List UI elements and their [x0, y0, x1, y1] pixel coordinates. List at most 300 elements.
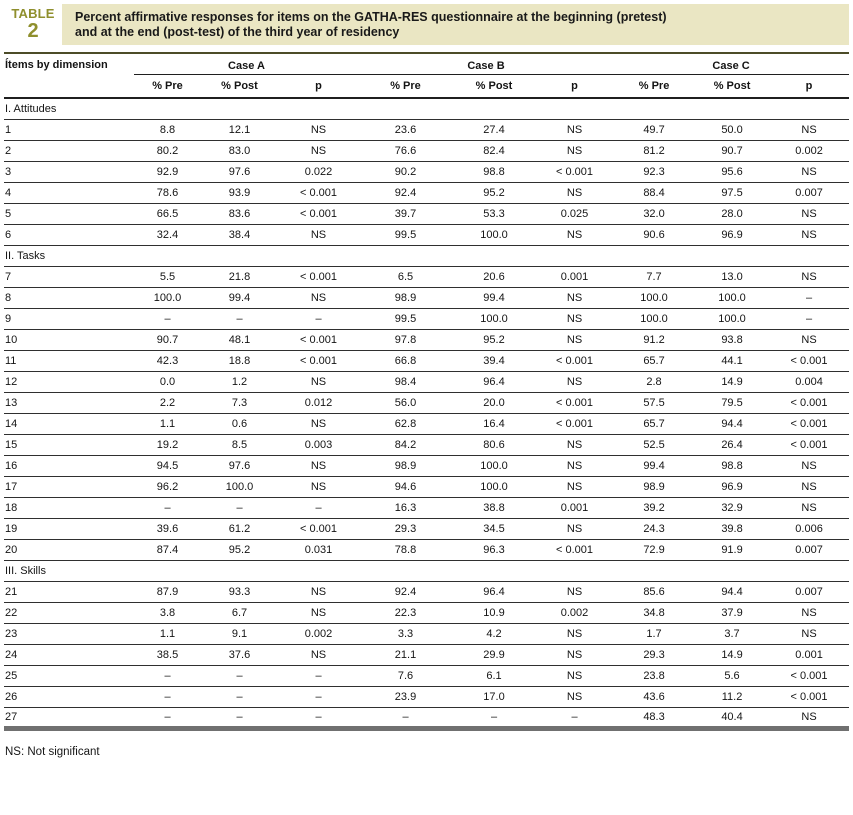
value-cell: 66.8 [359, 350, 452, 371]
value-cell: 0.003 [278, 434, 359, 455]
table-row [4, 308, 849, 329]
value-cell: – [278, 497, 359, 518]
case-b-pre-header: % Pre [359, 74, 452, 98]
value-cell: NS [801, 710, 817, 723]
value-cell: 5.5 [134, 266, 201, 287]
value-cell: – [769, 308, 849, 329]
value-cell: 78.8 [359, 539, 452, 560]
value-cell: 0.007 [769, 182, 849, 203]
value-cell: 3.3 [359, 623, 452, 644]
value-cell: NS [536, 182, 613, 203]
value-cell: 5.6 [695, 665, 769, 686]
table-row [4, 581, 849, 602]
value-cell: 24.3 [613, 518, 695, 539]
value-cell: – [236, 710, 243, 723]
value-cell: < 0.001 [769, 350, 849, 371]
value-cell: 37.6 [201, 644, 278, 665]
item-number: 6 [4, 224, 134, 245]
value-cell: 8.8 [134, 119, 201, 140]
item-number: 4 [4, 182, 134, 203]
case-b-post-header: % Post [452, 74, 536, 98]
item-number: 12 [4, 371, 134, 392]
value-cell: 100.0 [613, 287, 695, 308]
case-c-post-header: % Post [695, 74, 769, 98]
item-number: 20 [4, 539, 134, 560]
value-cell: 1.1 [134, 623, 201, 644]
value-cell: 27.4 [452, 119, 536, 140]
value-cell: 98.8 [452, 161, 536, 182]
value-cell: 0.007 [769, 539, 849, 560]
value-cell: NS [769, 455, 849, 476]
table-label: TABLE [11, 6, 55, 21]
value-cell: NS [278, 476, 359, 497]
value-cell: NS [769, 476, 849, 497]
value-cell: 65.7 [613, 350, 695, 371]
value-cell: 0.006 [769, 518, 849, 539]
value-cell: 99.5 [359, 308, 452, 329]
table-header-band [4, 4, 849, 45]
table-row [4, 140, 849, 161]
table-row [4, 392, 849, 413]
table-row [4, 476, 849, 497]
value-cell: NS [769, 623, 849, 644]
table-row [4, 182, 849, 203]
value-cell: – [201, 308, 278, 329]
value-cell: 26.4 [695, 434, 769, 455]
value-cell: 7.6 [359, 665, 452, 686]
value-cell: 38.4 [201, 224, 278, 245]
value-cell: 61.2 [201, 518, 278, 539]
value-cell: – [134, 308, 201, 329]
value-cell: 99.4 [201, 287, 278, 308]
value-cell: 28.0 [695, 203, 769, 224]
value-cell: NS [769, 266, 849, 287]
value-cell: 3.7 [695, 623, 769, 644]
value-cell: < 0.001 [536, 392, 613, 413]
value-cell: 92.4 [359, 581, 452, 602]
value-cell: 92.4 [359, 182, 452, 203]
value-cell: 100.0 [452, 308, 536, 329]
value-cell: NS [769, 119, 849, 140]
value-cell: NS [536, 686, 613, 707]
value-cell: NS [769, 203, 849, 224]
value-cell: < 0.001 [769, 686, 849, 707]
value-cell: 34.5 [452, 518, 536, 539]
value-cell: 1.7 [613, 623, 695, 644]
table-row [4, 455, 849, 476]
value-cell: NS [278, 287, 359, 308]
value-cell: 0.004 [769, 371, 849, 392]
value-cell: 85.6 [613, 581, 695, 602]
value-cell: < 0.001 [278, 182, 359, 203]
value-cell: 80.2 [134, 140, 201, 161]
item-number: 27 [5, 710, 18, 723]
value-cell: 0.0 [134, 371, 201, 392]
value-cell: 92.3 [613, 161, 695, 182]
value-cell: 97.6 [201, 455, 278, 476]
value-cell: NS [278, 413, 359, 434]
value-cell: 94.4 [695, 413, 769, 434]
value-cell: 29.9 [452, 644, 536, 665]
value-cell: 6.5 [359, 266, 452, 287]
table-row [4, 665, 849, 686]
value-cell: 91.2 [613, 329, 695, 350]
value-cell: 0.002 [536, 602, 613, 623]
value-cell: 100.0 [452, 476, 536, 497]
value-cell: 0.001 [536, 497, 613, 518]
table-row [4, 497, 849, 518]
table-row [4, 161, 849, 182]
value-cell: NS [536, 434, 613, 455]
value-cell: 29.3 [613, 644, 695, 665]
item-number: 1 [4, 119, 134, 140]
value-cell: 21.1 [359, 644, 452, 665]
value-cell: NS [536, 224, 613, 245]
value-cell: 22.3 [359, 602, 452, 623]
value-cell: 32.4 [134, 224, 201, 245]
value-cell: 6.7 [201, 602, 278, 623]
item-number: 25 [4, 665, 134, 686]
value-cell: 81.2 [613, 140, 695, 161]
table-row [4, 371, 849, 392]
item-number: 2 [4, 140, 134, 161]
section-label: I. Attitudes [4, 98, 849, 119]
value-cell: 97.5 [695, 182, 769, 203]
value-cell: NS [536, 623, 613, 644]
value-cell: 98.9 [613, 476, 695, 497]
value-cell: NS [769, 497, 849, 518]
value-cell: 99.4 [613, 455, 695, 476]
value-cell: 87.9 [134, 581, 201, 602]
value-cell: 0.001 [536, 266, 613, 287]
value-cell: – [278, 686, 359, 707]
value-cell: 93.3 [201, 581, 278, 602]
value-cell: – [571, 710, 578, 723]
value-cell: 32.9 [695, 497, 769, 518]
value-cell: 0.6 [201, 413, 278, 434]
value-cell: 90.6 [613, 224, 695, 245]
value-cell: 57.5 [613, 392, 695, 413]
value-cell: < 0.001 [769, 665, 849, 686]
value-cell: 2.8 [613, 371, 695, 392]
value-cell: 0.012 [278, 392, 359, 413]
case-a-post-header: % Post [201, 74, 278, 98]
value-cell: 100.0 [134, 287, 201, 308]
value-cell: 11.2 [695, 686, 769, 707]
value-cell: 39.6 [134, 518, 201, 539]
value-cell: < 0.001 [769, 434, 849, 455]
value-cell: 0.025 [536, 203, 613, 224]
case-c-pre-header: % Pre [613, 74, 695, 98]
table-row [4, 266, 849, 287]
section-label: III. Skills [4, 560, 849, 581]
value-cell: 29.3 [359, 518, 452, 539]
case-c-p-header: p [769, 74, 849, 98]
value-cell: 98.8 [695, 455, 769, 476]
value-cell: 98.9 [359, 455, 452, 476]
table-row [4, 119, 849, 140]
value-cell: 52.5 [613, 434, 695, 455]
item-number: 16 [4, 455, 134, 476]
value-cell: – [201, 665, 278, 686]
value-cell: 7.7 [613, 266, 695, 287]
value-cell: 100.0 [613, 308, 695, 329]
value-cell: NS [278, 455, 359, 476]
item-number: 7 [4, 266, 134, 287]
table-title-box [62, 4, 849, 45]
table-row [4, 434, 849, 455]
value-cell: – [201, 686, 278, 707]
item-number: 8 [4, 287, 134, 308]
value-cell: 83.0 [201, 140, 278, 161]
value-cell: 20.0 [452, 392, 536, 413]
item-number: 11 [4, 350, 134, 371]
value-cell: NS [769, 224, 849, 245]
value-cell: 96.4 [452, 581, 536, 602]
value-cell: < 0.001 [278, 350, 359, 371]
value-cell: < 0.001 [536, 161, 613, 182]
value-cell: 96.9 [695, 224, 769, 245]
value-cell: 100.0 [452, 224, 536, 245]
value-cell: – [315, 710, 322, 723]
value-cell: NS [536, 371, 613, 392]
value-cell: < 0.001 [278, 203, 359, 224]
value-cell: NS [278, 371, 359, 392]
value-cell: 38.5 [134, 644, 201, 665]
table-row [4, 602, 849, 623]
value-cell: 90.2 [359, 161, 452, 182]
value-cell: – [134, 497, 201, 518]
value-cell: 0.031 [278, 539, 359, 560]
table-row [4, 287, 849, 308]
table-row [4, 350, 849, 371]
value-cell: 97.8 [359, 329, 452, 350]
value-cell: 14.9 [695, 371, 769, 392]
item-number: 13 [4, 392, 134, 413]
item-number: 3 [4, 161, 134, 182]
value-cell: 80.6 [452, 434, 536, 455]
value-cell: 99.4 [452, 287, 536, 308]
value-cell: – [402, 710, 409, 723]
value-cell: NS [769, 329, 849, 350]
value-cell: 17.0 [452, 686, 536, 707]
value-cell: – [490, 710, 498, 723]
value-cell: 6.1 [452, 665, 536, 686]
value-cell: NS [536, 581, 613, 602]
value-cell: 23.6 [359, 119, 452, 140]
value-cell: 95.2 [201, 539, 278, 560]
item-number: 14 [4, 413, 134, 434]
value-cell: < 0.001 [278, 329, 359, 350]
value-cell: < 0.001 [536, 350, 613, 371]
case-a-pre-header: % Pre [134, 74, 201, 98]
value-cell: 39.4 [452, 350, 536, 371]
value-cell: 0.007 [769, 581, 849, 602]
case-b-p-header: p [536, 74, 613, 98]
item-number: 23 [4, 623, 134, 644]
value-cell: NS [536, 665, 613, 686]
value-cell: 8.5 [201, 434, 278, 455]
value-cell: 98.4 [359, 371, 452, 392]
value-cell: 20.6 [452, 266, 536, 287]
value-cell: 62.8 [359, 413, 452, 434]
item-number: 19 [4, 518, 134, 539]
value-cell: 94.6 [359, 476, 452, 497]
value-cell: 79.5 [695, 392, 769, 413]
gatha-res-results-table [4, 52, 849, 731]
value-cell: 43.6 [613, 686, 695, 707]
value-cell: NS [536, 287, 613, 308]
value-cell: NS [278, 140, 359, 161]
value-cell: 18.8 [201, 350, 278, 371]
value-cell: 94.4 [695, 581, 769, 602]
table-row [4, 518, 849, 539]
value-cell: 88.4 [613, 182, 695, 203]
table-number: 2 [27, 20, 39, 42]
value-cell: 39.2 [613, 497, 695, 518]
value-cell: – [134, 686, 201, 707]
table-row [4, 644, 849, 665]
value-cell: NS [278, 119, 359, 140]
value-cell: 37.9 [695, 602, 769, 623]
value-cell: 3.8 [134, 602, 201, 623]
value-cell: 66.5 [134, 203, 201, 224]
section-row [4, 560, 849, 581]
value-cell: < 0.001 [769, 392, 849, 413]
value-cell: 2.2 [134, 392, 201, 413]
value-cell: NS [536, 119, 613, 140]
case-b-header: Case B [359, 53, 613, 74]
value-cell: 12.1 [201, 119, 278, 140]
value-cell: 1.2 [201, 371, 278, 392]
value-cell: 96.2 [134, 476, 201, 497]
value-cell: 95.6 [695, 161, 769, 182]
value-cell: 100.0 [201, 476, 278, 497]
value-cell: NS [536, 329, 613, 350]
items-by-dimension-header: Ítems by dimension [4, 53, 134, 98]
value-cell: – [278, 665, 359, 686]
table-head [4, 53, 849, 98]
value-cell: 100.0 [695, 308, 769, 329]
value-cell: NS [769, 602, 849, 623]
value-cell: 90.7 [695, 140, 769, 161]
value-cell: NS [278, 224, 359, 245]
item-number: 5 [4, 203, 134, 224]
table-row [4, 203, 849, 224]
value-cell: 23.8 [613, 665, 695, 686]
value-cell: 16.3 [359, 497, 452, 518]
item-number: 15 [4, 434, 134, 455]
value-cell: 4.2 [452, 623, 536, 644]
value-cell: 39.8 [695, 518, 769, 539]
value-cell: NS [278, 581, 359, 602]
value-cell: NS [536, 476, 613, 497]
item-number: 26 [4, 686, 134, 707]
table-tab [4, 4, 62, 45]
value-cell: 48.1 [201, 329, 278, 350]
value-cell: 23.9 [359, 686, 452, 707]
value-cell: 19.2 [134, 434, 201, 455]
value-cell: < 0.001 [536, 413, 613, 434]
value-cell: – [201, 497, 278, 518]
value-cell: < 0.001 [536, 539, 613, 560]
value-cell: NS [769, 161, 849, 182]
table-row [4, 623, 849, 644]
value-cell: 90.7 [134, 329, 201, 350]
value-cell: 10.9 [452, 602, 536, 623]
value-cell: 95.2 [452, 329, 536, 350]
value-cell: 82.4 [452, 140, 536, 161]
value-cell: 53.3 [452, 203, 536, 224]
value-cell: 76.6 [359, 140, 452, 161]
value-cell: 1.1 [134, 413, 201, 434]
table-row [4, 686, 849, 707]
value-cell: 97.6 [201, 161, 278, 182]
table-row [4, 707, 849, 728]
item-number: 10 [4, 329, 134, 350]
section-row [4, 98, 849, 119]
value-cell: 44.1 [695, 350, 769, 371]
table-body [4, 98, 849, 728]
item-number: 9 [4, 308, 134, 329]
value-cell: 32.0 [613, 203, 695, 224]
table-title-line1: Percent affirmative responses for items on the GATHA-RES questionnaire at the beginning (pretest) [75, 10, 667, 24]
item-number: 22 [4, 602, 134, 623]
value-cell: NS [536, 140, 613, 161]
item-number: 18 [4, 497, 134, 518]
value-cell: 39.7 [359, 203, 452, 224]
table-title-line2: and at the end (post-test) of the third year of residency [75, 25, 400, 39]
value-cell: 42.3 [134, 350, 201, 371]
value-cell: 96.9 [695, 476, 769, 497]
value-cell: 72.9 [613, 539, 695, 560]
case-c-header: Case C [613, 53, 849, 74]
value-cell: 91.9 [695, 539, 769, 560]
value-cell: 100.0 [452, 455, 536, 476]
value-cell: 87.4 [134, 539, 201, 560]
footnote: NS: Not significant [5, 745, 100, 758]
table-row [4, 329, 849, 350]
value-cell: 83.6 [201, 203, 278, 224]
table-row [4, 539, 849, 560]
value-cell: NS [536, 455, 613, 476]
value-cell: 65.7 [613, 413, 695, 434]
value-cell: 0.022 [278, 161, 359, 182]
value-cell: 98.9 [359, 287, 452, 308]
value-cell: 93.9 [201, 182, 278, 203]
value-cell: 93.8 [695, 329, 769, 350]
value-cell: 34.8 [613, 602, 695, 623]
section-label: II. Tasks [4, 245, 849, 266]
value-cell: NS [278, 602, 359, 623]
item-number: 17 [4, 476, 134, 497]
case-a-header: Case A [134, 53, 359, 74]
value-cell: 49.7 [613, 119, 695, 140]
value-cell: 94.5 [134, 455, 201, 476]
case-a-p-header: p [278, 74, 359, 98]
value-cell: 92.9 [134, 161, 201, 182]
value-cell: 96.3 [452, 539, 536, 560]
value-cell: 13.0 [695, 266, 769, 287]
value-cell: 50.0 [695, 119, 769, 140]
value-cell: NS [278, 644, 359, 665]
value-cell: NS [536, 518, 613, 539]
value-cell: NS [536, 308, 613, 329]
value-cell: 96.4 [452, 371, 536, 392]
item-number: 21 [4, 581, 134, 602]
value-cell: – [164, 710, 171, 723]
value-cell: 48.3 [643, 710, 665, 723]
